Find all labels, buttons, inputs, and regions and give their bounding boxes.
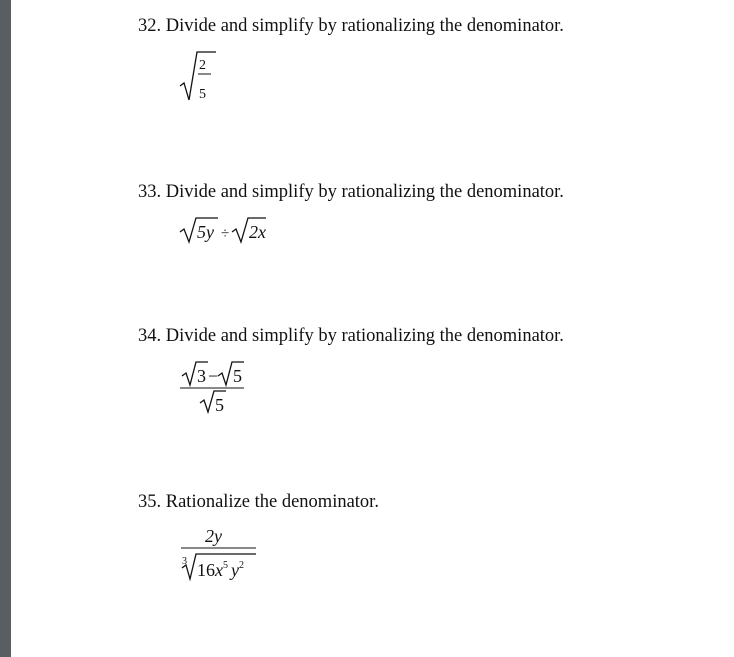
problem-32-heading: 32. Divide and simplify by rationalizing the denominator.: [138, 16, 564, 36]
radical-index: 3: [182, 556, 187, 567]
problem-33-expression: [178, 214, 278, 246]
fraction-numerator: 2: [199, 58, 206, 73]
denominator-radicand: 5: [215, 395, 224, 415]
problem-35-heading: 35. Rationalize the denominator.: [138, 492, 379, 512]
problem-34-heading: 34. Divide and simplify by rationalizing the denominator.: [138, 326, 564, 346]
radicand-right: 2x: [249, 222, 266, 242]
divide-operator: ÷: [221, 226, 230, 242]
radicand: $16x^5$ $y^2$: [197, 560, 244, 580]
fraction-denominator: 5: [199, 87, 206, 102]
minus-operator: −: [208, 366, 219, 386]
left-scroll-bar: [0, 0, 11, 657]
numerator: 2y: [205, 526, 222, 546]
problem-34-expression: [178, 358, 248, 418]
radical-sign: [180, 52, 216, 100]
numerator-radicand-a: 3: [197, 366, 206, 386]
numerator-radicand-b: 5: [233, 366, 242, 386]
radicand-left: 5y: [197, 222, 214, 242]
problem-33-heading: 33. Divide and simplify by rationalizing the denominator.: [138, 182, 564, 202]
problem-32-expression: [178, 50, 218, 106]
problem-35-expression: [178, 522, 262, 584]
